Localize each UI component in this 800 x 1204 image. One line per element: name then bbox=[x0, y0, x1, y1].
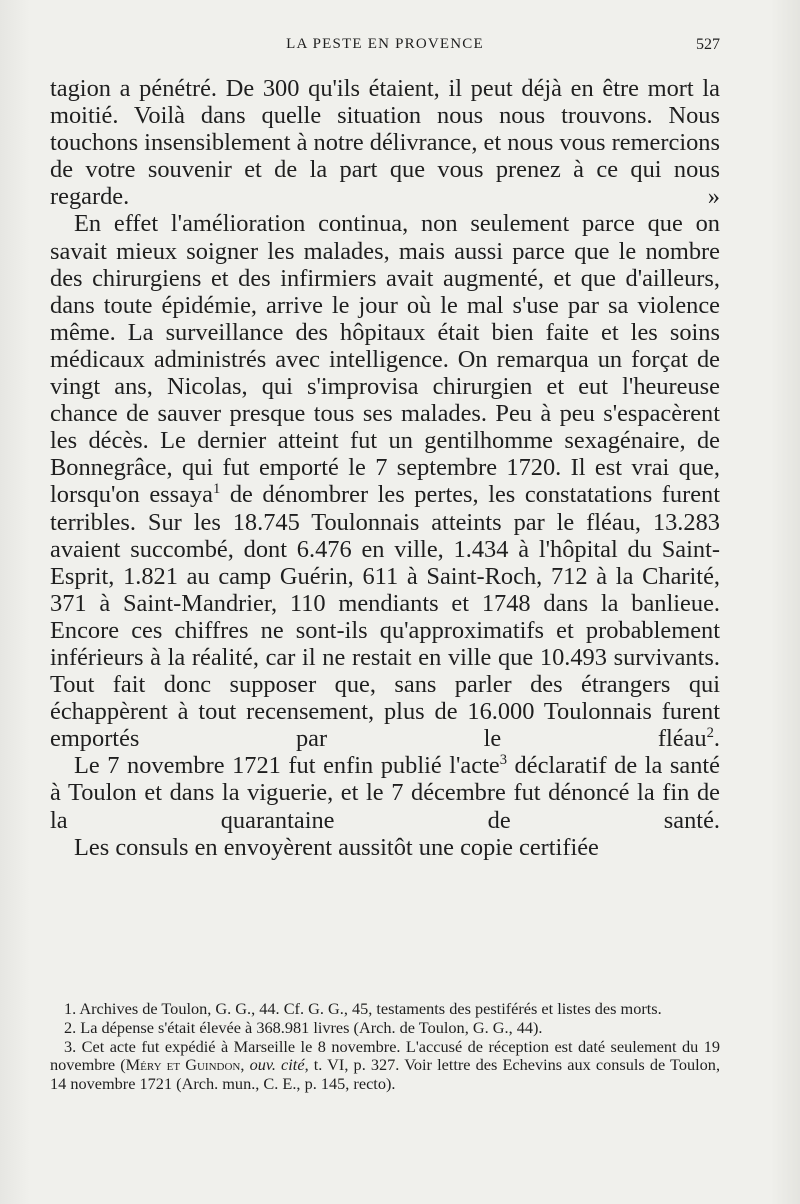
footnotes bbox=[50, 1000, 720, 1094]
paragraph: Les consuls en envoyèrent aussitôt une copie certifiée bbox=[74, 833, 599, 861]
footnote-ref: 1 bbox=[212, 481, 221, 498]
footnote-ref: 3 bbox=[499, 752, 507, 769]
paragraph: Le 7 novembre 1721 fut enfin publié l'acte$^3$ déclaratif de la santé à Toulon et dans la viguerie, et le 7 décembre fut dénoncé la fin de la quarantaine de santé. bbox=[50, 752, 721, 834]
page-number: 527 bbox=[696, 36, 720, 53]
footnote: 2. La dépense s'était élevée à 368.981 livres (Arch. de Toulon, G. G., 44). bbox=[64, 1017, 543, 1037]
paragraph: tagion a pénétré. De 300 qu'ils étaient, il peut déjà en être mort la moitié. Voilà dans quelle situation nous nous trouvons. Nous touchons insensiblement à notre délivrance, et nous vous remercions de votre souvenir et de la part que vous prenez à ce qui nous regarde. » bbox=[50, 75, 720, 211]
footnote-ref: 2 bbox=[706, 725, 714, 742]
main-text bbox=[50, 75, 720, 861]
paragraph: En effet l'amélioration continua, non seulement parce que on savait mieux soigner les malades, mais aussi parce que le nombre des chirurgiens et des infirmiers avait augmenté, et que d'ailleurs, dans toute épidémie, arrive le jour où le mal s'use par sa violence même. La surveillance des hôpitaux était bien faite et les soins médicaux administrés avec intelligence. On remarqua un forçat de vingt ans, Nicolas, qui s'improvisa chirurgien et eut l'heureuse chance de sauver presque tous ses malades. Peu à peu s'espacèrent les décès. Le dernier atteint fut un gentilhomme sexagénaire, de Bonnegrâce, qui fut emporté le 7 septembre 1720. Il est vrai que, lorsqu'on essaya$^1$ de dénombrer les pertes, les constatations furent terribles. Sur les 18.745 Toulonnais atteints par le fléau, 13.283 avaient succombé, dont 6.476 en ville, 1.434 à l'hôpital du Saint-Esprit, 1.821 au camp Guérin, 611 à Saint-Roch, 712 à la Charité, 371 à Saint-Mandrier, 110 mendiants et 1748 dans la banlieue. Encore ces chiffres ne sont-ils qu'approximatifs et probablement inférieurs à la réalité, car il ne restait en ville que 10.493 survivants. Tout fait donc supposer que, sans parler des étrangers qui échappèrent à tout recensement, plus de 16.000 Toulonnais furent emportés par le fléau$^2$. bbox=[50, 210, 720, 753]
running-title: LA PESTE EN PROVENCE bbox=[286, 36, 484, 52]
footnote: 3. Cet acte fut expédié à Marseille le 8 novembre. L'accusé de réception est daté seulement du 19 novembre (Méry et Guindon, ouv. cité, t. VI, p. 327. Voir lettre des Echevins aux consuls de Toulon, 14 novembre 1721 (Arch. mun., C. E., p. 145, recto). bbox=[50, 1036, 721, 1094]
page-header bbox=[50, 36, 720, 54]
footnote: 1. Archives de Toulon, G. G., 44. Cf. G. G., 45, testaments des pestiférés et listes des morts. bbox=[64, 999, 662, 1018]
citation-abbrev: ouv. cité bbox=[249, 1055, 305, 1075]
author-names: Méry et Guindon bbox=[125, 1055, 241, 1075]
